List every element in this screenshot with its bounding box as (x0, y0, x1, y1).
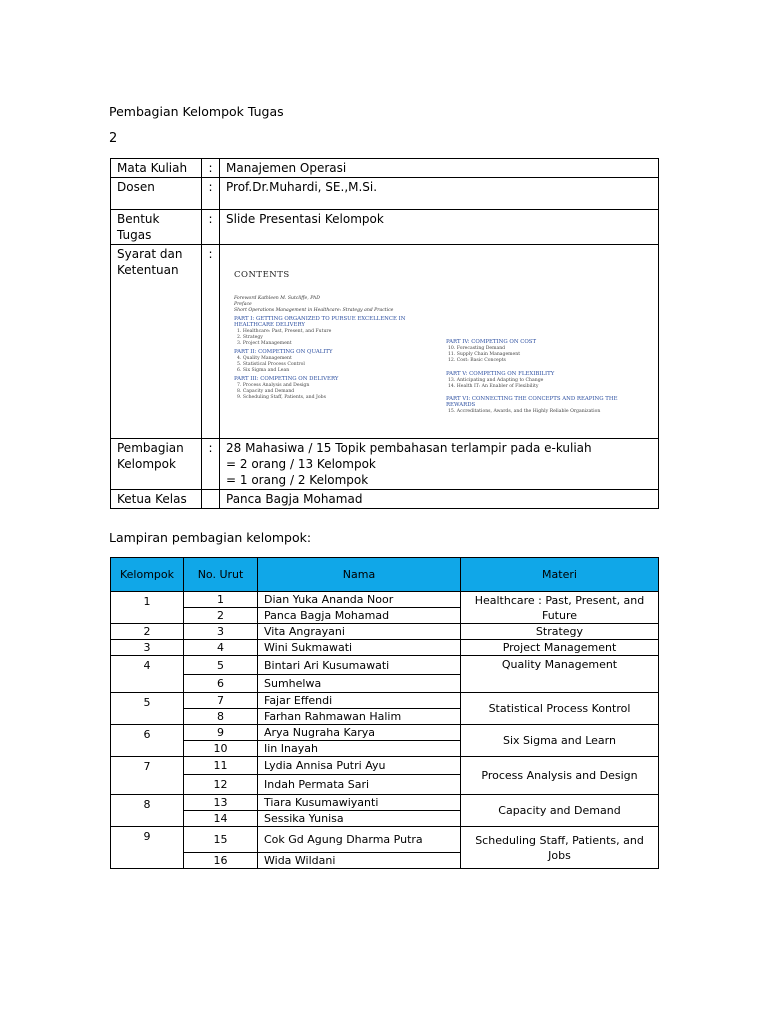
table-row (111, 592, 659, 608)
header-kelompok: Kelompok (111, 558, 184, 592)
cell-no: 8 (184, 709, 258, 725)
cell-nama: Fajar Effendi (258, 693, 461, 709)
label-pembagian-line-2: Kelompok (117, 457, 176, 471)
row-ketua-kelas (111, 490, 659, 509)
contents-ch9: 9. Scheduling Staff, Patients, and Jobs (237, 395, 326, 400)
contents-ch6: 6. Six Sigma and Lean (237, 368, 290, 373)
course-info-table (110, 158, 659, 509)
cell-nama: Lydia Annisa Putri Ayu (258, 757, 461, 775)
cell-kelompok: 7 (111, 757, 184, 795)
cell-no: 3 (184, 624, 258, 640)
table-row (111, 693, 659, 709)
cell-no: 14 (184, 811, 258, 827)
cell-nama: Farhan Rahmawan Halim (258, 709, 461, 725)
pembagian-line-1: 28 Mahasiwa / 15 Topik pembahasan terlampir pada e-kuliah (226, 441, 592, 455)
cell-no: 13 (184, 795, 258, 811)
colon: : (202, 159, 220, 178)
contents-ch14: 14. Health IT: An Enabler of Flexibility (448, 384, 539, 389)
attachment-heading: Lampiran pembagian kelompok: (109, 530, 312, 545)
cell-no: 7 (184, 693, 258, 709)
value-bentuk-tugas: Slide Presentasi Kelompok (220, 210, 659, 245)
page-title: Pembagian Kelompok Tugas (109, 104, 284, 119)
cell-nama: Wida Wildani (258, 853, 461, 869)
cell-no: 5 (184, 656, 258, 675)
cell-nama: Dian Yuka Ananda Noor (258, 592, 461, 608)
cell-kelompok: 4 (111, 656, 184, 693)
colon: : (202, 439, 220, 490)
contents-part-4: PART IV: COMPETING ON COST (446, 339, 537, 345)
contents-foreword: Foreword Kathleen M. Sutcliffe, PhD (234, 296, 320, 301)
label-bentuk-line-1: Bentuk (117, 212, 160, 226)
contents-ch10: 10. Forecasting Demand (448, 346, 506, 351)
materi-line-2: Future (541, 609, 578, 622)
value-dosen: Prof.Dr.Muhardi, SE.,M.Si. (220, 178, 659, 210)
cell-materi: Process Analysis and Design (461, 757, 659, 795)
cell-kelompok: 9 (111, 827, 184, 869)
table-row (111, 725, 659, 741)
header-materi: Materi (461, 558, 659, 592)
cell-nama: Arya Nugraha Karya (258, 725, 461, 741)
materi-line-1: Healthcare : Past, Present, and (474, 594, 645, 607)
header-nama: Nama (258, 558, 461, 592)
table-row (111, 640, 659, 656)
contents-ch4: 4. Quality Management (237, 356, 292, 361)
row-pembagian (111, 439, 659, 490)
label-ketua-kelas: Ketua Kelas (111, 490, 202, 509)
cell-nama: Iin Inayah (258, 741, 461, 757)
cell-materi (461, 827, 659, 869)
cell-kelompok: 5 (111, 693, 184, 725)
label-syarat (111, 245, 202, 439)
contents-part-1a: PART I: GETTING ORGANIZED TO PURSUE EXCELLENCE IN (234, 316, 406, 322)
cell-no: 1 (184, 592, 258, 608)
label-pembagian-line-1: Pembagian (117, 441, 184, 455)
pembagian-line-2: = 2 orang / 13 Kelompok (226, 457, 376, 471)
cell-materi (461, 592, 659, 624)
cell-nama: Wini Sukmawati (258, 640, 461, 656)
cell-materi: Capacity and Demand (461, 795, 659, 827)
cell-nama: Sessika Yunisa (258, 811, 461, 827)
group-table-header (111, 558, 659, 592)
cell-kelompok: 6 (111, 725, 184, 757)
header-no-urut: No. Urut (184, 558, 258, 592)
cell-materi: Statistical Process Kontrol (461, 693, 659, 725)
cell-no: 16 (184, 853, 258, 869)
cell-kelompok: 2 (111, 624, 184, 640)
cell-no: 4 (184, 640, 258, 656)
cell-nama: Cok Gd Agung Dharma Putra (258, 827, 461, 853)
value-mata-kuliah: Manajemen Operasi (220, 159, 659, 178)
label-syarat-line-2: Ketentuan (117, 263, 179, 277)
cell-no: 12 (184, 775, 258, 795)
label-mata-kuliah: Mata Kuliah (111, 159, 202, 178)
cell-nama: Tiara Kusumawiyanti (258, 795, 461, 811)
pembagian-line-3: = 1 orang / 2 Kelompok (226, 473, 369, 487)
colon: : (202, 178, 220, 210)
value-pembagian (220, 439, 659, 490)
cell-nama: Indah Permata Sari (258, 775, 461, 795)
contents-part-3: PART III: COMPETING ON DELIVERY (234, 376, 339, 382)
contents-ch7: 7. Process Analysis and Design (237, 383, 310, 388)
contents-ch2: 2. Strategy (237, 335, 263, 340)
materi-line-2: Jobs (548, 848, 571, 862)
cell-kelompok: 1 (111, 592, 184, 624)
value-ketua-kelas: Panca Bagja Mohamad (220, 490, 659, 509)
contents-part-5: PART V: COMPETING ON FLEXIBILITY (446, 371, 555, 377)
colon (202, 490, 220, 509)
contents-ch12: 12. Cost: Basic Concepts (448, 358, 506, 363)
table-row (111, 656, 659, 675)
cell-kelompok: 8 (111, 795, 184, 827)
row-dosen (111, 178, 659, 210)
cell-nama: Vita Angrayani (258, 624, 461, 640)
cell-nama: Bintari Ari Kusumawati (258, 656, 461, 675)
contents-page-image (220, 245, 630, 421)
contents-heading: CONTENTS (234, 270, 290, 280)
colon: : (202, 245, 220, 439)
syarat-content (220, 245, 659, 439)
label-bentuk-line-2: Tugas (117, 228, 152, 242)
contents-ch13: 13. Anticipating and Adapting to Change (448, 378, 544, 383)
contents-part-6b: REWARDS (446, 402, 476, 408)
row-bentuk-tugas (111, 210, 659, 245)
cell-no: 2 (184, 608, 258, 624)
row-mata-kuliah (111, 159, 659, 178)
contents-short-ops: Short Operations Management in Healthcare: Strategy and Practice (234, 308, 394, 313)
contents-ch1: 1. Healthcare: Past, Present, and Future (237, 329, 332, 334)
contents-ch5: 5. Statistical Process Control (237, 362, 305, 367)
cell-no: 11 (184, 757, 258, 775)
label-bentuk-tugas (111, 210, 202, 245)
table-row (111, 795, 659, 811)
table-row (111, 624, 659, 640)
cell-no: 15 (184, 827, 258, 853)
contents-ch8: 8. Capacity and Demand (237, 389, 295, 394)
contents-ch3: 3. Project Management (237, 341, 292, 346)
label-dosen: Dosen (111, 178, 202, 210)
contents-part-2: PART II: COMPETING ON QUALITY (234, 349, 333, 355)
cell-no: 9 (184, 725, 258, 741)
page-number: 2 (109, 131, 118, 146)
cell-kelompok: 3 (111, 640, 184, 656)
table-row (111, 757, 659, 775)
group-table (110, 557, 659, 869)
colon: : (202, 210, 220, 245)
cell-no: 6 (184, 675, 258, 693)
label-syarat-line-1: Syarat dan (117, 247, 183, 261)
contents-part-1b: HEALTHCARE DELIVERY (234, 322, 305, 328)
contents-preface: Preface (234, 302, 252, 307)
cell-nama: Panca Bagja Mohamad (258, 608, 461, 624)
label-pembagian (111, 439, 202, 490)
contents-part-6a: PART VI: CONNECTING THE CONCEPTS AND REAPING THE (446, 396, 618, 402)
cell-materi: Quality Management (461, 656, 659, 693)
cell-materi: Six Sigma and Learn (461, 725, 659, 757)
cell-no: 10 (184, 741, 258, 757)
materi-line-1: Scheduling Staff, Patients, and (475, 833, 644, 847)
table-row (111, 827, 659, 853)
cell-nama: Sumhelwa (258, 675, 461, 693)
contents-ch11: 11. Supply Chain Management (448, 352, 521, 357)
cell-materi: Project Management (461, 640, 659, 656)
row-syarat (111, 245, 659, 439)
contents-ch15: 15. Accreditations, Awards, and the Highly Reliable Organization (448, 409, 601, 414)
cell-materi: Strategy (461, 624, 659, 640)
